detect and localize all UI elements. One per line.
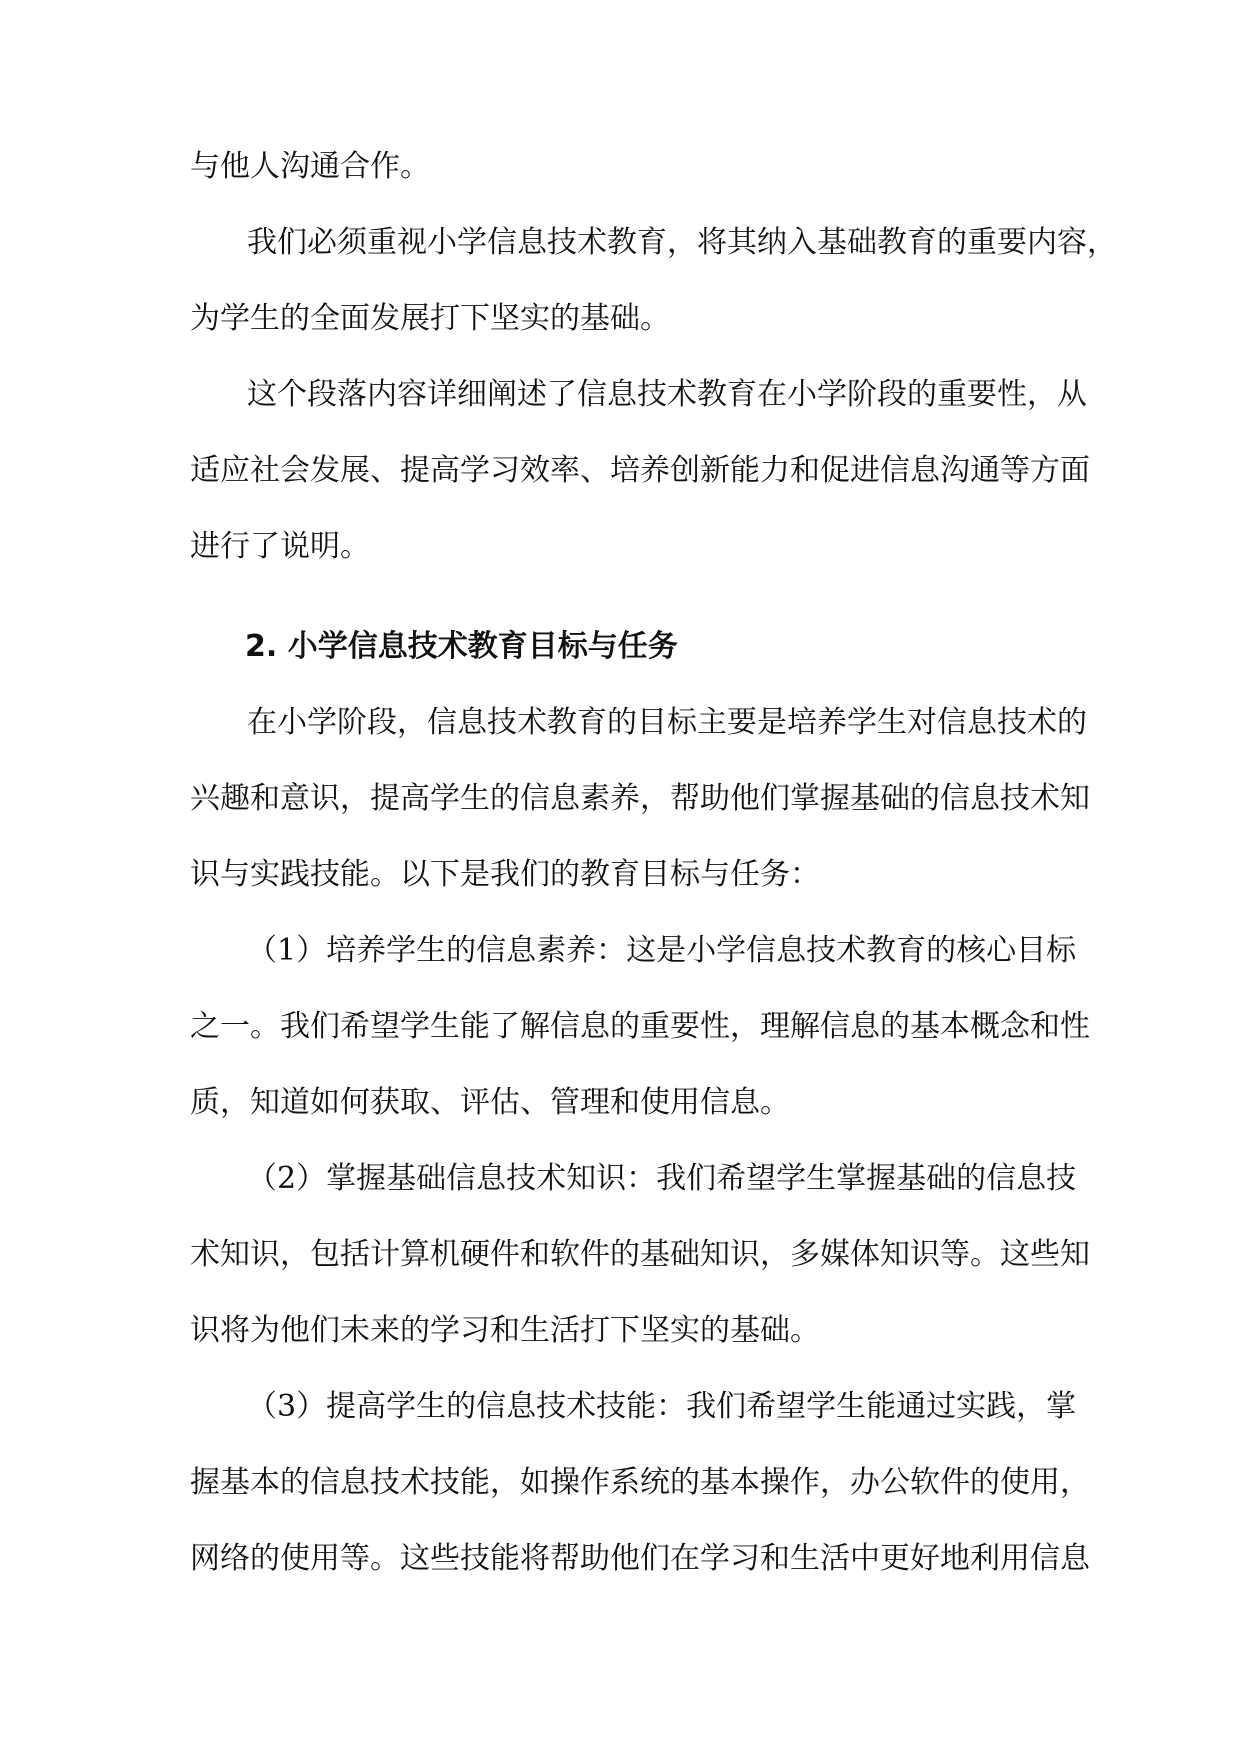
section-heading: 2. 小学信息技术教育目标与任务 xyxy=(245,629,678,664)
text-line: 进行了说明。 xyxy=(190,529,370,564)
text-line: 术知识，包括计算机硬件和软件的基础知识，多媒体知识等。这些知 xyxy=(190,1237,1090,1272)
text-line: 识将为他们未来的学习和生活打下坚实的基础。 xyxy=(190,1313,820,1348)
text-line: 兴趣和意识，提高学生的信息素养，帮助他们掌握基础的信息技术知 xyxy=(190,781,1090,816)
text-line: 我们必须重视小学信息技术教育，将其纳入基础教育的重要内容， xyxy=(247,225,1117,260)
text-line: 这个段落内容详细阐述了信息技术教育在小学阶段的重要性，从 xyxy=(247,377,1087,412)
text-line: 握基本的信息技术技能，如操作系统的基本操作，办公软件的使用， xyxy=(190,1465,1090,1500)
text-line: 在小学阶段，信息技术教育的目标主要是培养学生对信息技术的 xyxy=(247,705,1087,740)
text-line: 识与实践技能。以下是我们的教育目标与任务： xyxy=(190,857,820,892)
text-line: 为学生的全面发展打下坚实的基础。 xyxy=(190,301,670,336)
text-line: （1）培养学生的信息素养：这是小学信息技术教育的核心目标 xyxy=(247,933,1077,968)
text-line: 与他人沟通合作。 xyxy=(190,149,430,184)
text-line: 质，知道如何获取、评估、管理和使用信息。 xyxy=(190,1085,790,1120)
text-line: 适应社会发展、提高学习效率、培养创新能力和促进信息沟通等方面 xyxy=(190,453,1090,488)
text-line: 之一。我们希望学生能了解信息的重要性，理解信息的基本概念和性 xyxy=(190,1009,1090,1044)
text-line: 网络的使用等。这些技能将帮助他们在学习和生活中更好地利用信息 xyxy=(190,1541,1090,1576)
text-line: （2）掌握基础信息技术知识：我们希望学生掌握基础的信息技 xyxy=(247,1161,1077,1196)
text-line: （3）提高学生的信息技术技能：我们希望学生能通过实践，掌 xyxy=(247,1389,1077,1424)
